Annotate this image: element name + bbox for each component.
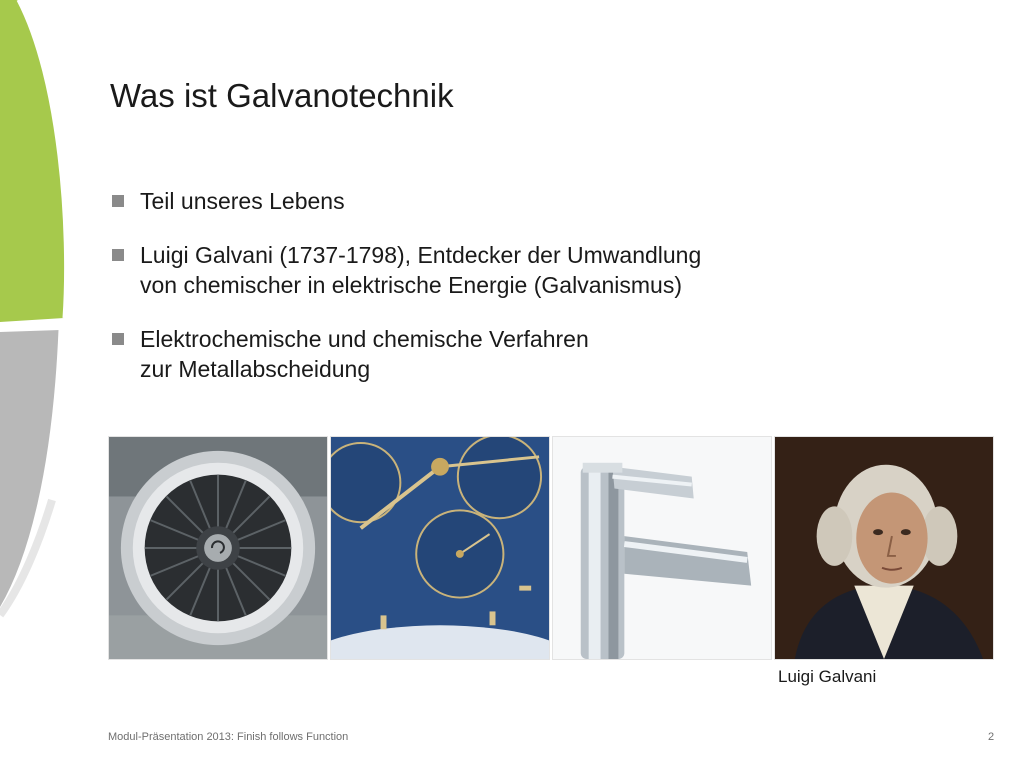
- bullet-marker-icon: [112, 333, 124, 345]
- image-strip: [108, 436, 996, 660]
- portrait-icon: [774, 436, 994, 660]
- jet-engine-icon: [108, 436, 328, 660]
- footer-text: Modul-Präsentation 2013: Finish follows Function: [108, 731, 349, 743]
- bullet-item: [112, 186, 832, 216]
- image-caption: Luigi Galvani: [778, 667, 877, 686]
- faucet-icon: [552, 436, 772, 660]
- bullet-list: [112, 186, 832, 408]
- bullet-marker-icon: [112, 195, 124, 207]
- bullet-item: [112, 324, 832, 384]
- watch-dial-icon: [330, 436, 550, 660]
- bullet-text: Teil unseres Lebens: [140, 188, 345, 214]
- bullet-marker-icon: [112, 249, 124, 261]
- bullet-text-continuation: zur Metallabscheidung: [140, 356, 371, 382]
- bullet-text: Elektrochemische und chemische Verfahren: [140, 326, 589, 352]
- slide-title: Was ist Galvanotechnik: [110, 77, 454, 114]
- page-number: 2: [988, 731, 995, 743]
- bullet-text-continuation: von chemischer in elektrische Energie (Galvanismus): [140, 272, 682, 298]
- bullet-item: [112, 240, 832, 300]
- bullet-text: Luigi Galvani (1737-1798), Entdecker der Umwandlung: [140, 242, 702, 268]
